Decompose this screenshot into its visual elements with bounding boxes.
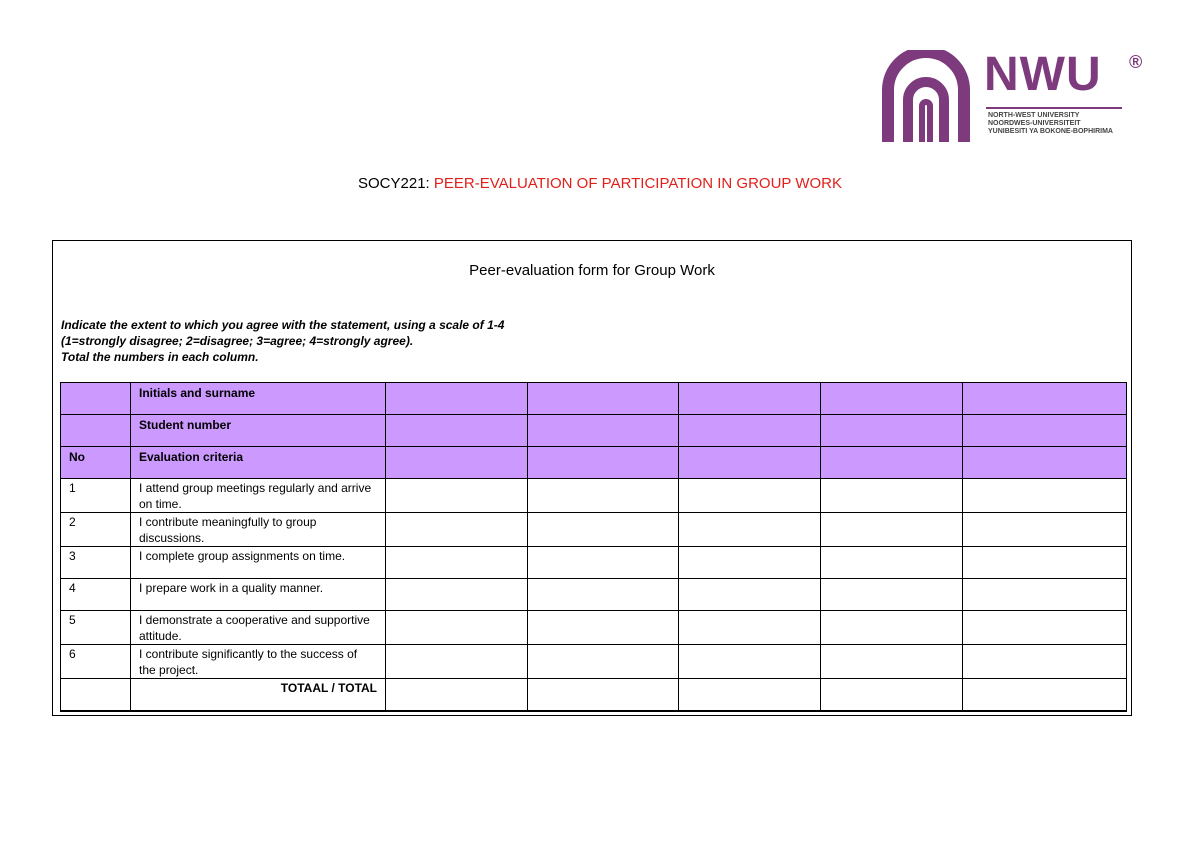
header-empty-cell [528,447,679,479]
criterion-number: 1 [61,479,131,513]
score-cell[interactable] [821,547,963,579]
score-cell[interactable] [386,645,528,679]
table-row [61,547,1127,579]
registered-mark: ® [1129,52,1143,72]
logo-subtitle-line: NORTH-WEST UNIVERSITY [988,112,1080,119]
document-title [0,175,1200,193]
peer-student-number-cell[interactable] [963,415,1127,447]
score-cell[interactable] [821,479,963,513]
header-empty-cell [963,447,1127,479]
logo-subtitle [988,112,1113,136]
score-cell[interactable] [386,479,528,513]
score-cell[interactable] [528,579,679,611]
logo-subtitle-line: NOORDWES-UNIVERSITEIT [988,120,1081,127]
score-cell[interactable] [963,645,1127,679]
document-heading: PEER-EVALUATION OF PARTICIPATION IN GROUP WORK [433,175,842,192]
form-title: Peer-evaluation form for Group Work [469,262,715,279]
score-cell[interactable] [528,479,679,513]
table-row [61,611,1127,645]
instruction-line: (1=strongly disagree; 2=disagree; 3=agree; 4=strongly agree). [61,334,414,348]
total-cell[interactable] [679,679,821,711]
score-cell[interactable] [679,579,821,611]
score-cell[interactable] [821,579,963,611]
criterion-number: 2 [61,513,131,547]
nwu-logo [878,48,1150,146]
table-row [61,479,1127,513]
header-no-cell [61,383,131,415]
criterion-text: I contribute meaningfully to group discussions. [131,513,386,547]
header-row-criteria [61,447,1127,479]
course-code: SOCY221: [358,175,434,192]
header-no-cell: No [61,447,131,479]
peer-initials-cell[interactable] [679,383,821,415]
peer-student-number-cell[interactable] [528,415,679,447]
peer-student-number-cell[interactable] [679,415,821,447]
table-row [61,579,1127,611]
nwu-emblem-icon [878,50,974,146]
score-cell[interactable] [528,611,679,645]
criterion-number: 6 [61,645,131,679]
total-cell[interactable] [386,679,528,711]
peer-student-number-cell[interactable] [821,415,963,447]
score-cell[interactable] [821,645,963,679]
header-empty-cell [821,447,963,479]
criterion-text: I prepare work in a quality manner. [131,579,386,611]
total-cell[interactable] [528,679,679,711]
criterion-text: I contribute significantly to the success of the project. [131,645,386,679]
total-empty-cell [61,679,131,711]
score-cell[interactable] [821,611,963,645]
criterion-number: 3 [61,547,131,579]
score-cell[interactable] [679,513,821,547]
score-cell[interactable] [386,547,528,579]
criterion-number: 4 [61,579,131,611]
criterion-text: I complete group assignments on time. [131,547,386,579]
score-cell[interactable] [386,611,528,645]
instruction-line: Total the numbers in each column. [61,350,259,364]
header-label-cell: Student number [131,415,386,447]
criterion-number: 5 [61,611,131,645]
score-cell[interactable] [528,513,679,547]
header-label-cell: Evaluation criteria [131,447,386,479]
total-row [61,679,1127,711]
score-cell[interactable] [386,513,528,547]
peer-student-number-cell[interactable] [386,415,528,447]
total-cell[interactable] [963,679,1127,711]
score-cell[interactable] [963,611,1127,645]
logo-rule [986,107,1122,109]
logo-subtitle-line: YUNIBESITI YA BOKONE-BOPHIRIMA [988,128,1113,135]
header-row-initials [61,383,1127,415]
peer-initials-cell[interactable] [528,383,679,415]
table-row [61,513,1127,547]
header-label-cell: Initials and surname [131,383,386,415]
score-cell[interactable] [963,579,1127,611]
instruction-line: Indicate the extent to which you agree with the statement, using a scale of 1-4 [61,318,505,332]
score-cell[interactable] [821,513,963,547]
header-empty-cell [386,447,528,479]
total-label: TOTAAL / TOTAL [131,679,386,711]
peer-initials-cell[interactable] [821,383,963,415]
criterion-text: I attend group meetings regularly and arrive on time. [131,479,386,513]
nwu-wordmark: NWU [984,48,1102,101]
form-frame [52,240,1132,716]
score-cell[interactable] [528,645,679,679]
score-cell[interactable] [963,547,1127,579]
score-cell[interactable] [386,579,528,611]
evaluation-table [60,382,1127,712]
score-cell[interactable] [679,611,821,645]
instructions [61,317,504,365]
score-cell[interactable] [963,479,1127,513]
score-cell[interactable] [679,547,821,579]
total-cell[interactable] [821,679,963,711]
peer-initials-cell[interactable] [963,383,1127,415]
header-row-student-number [61,415,1127,447]
score-cell[interactable] [679,645,821,679]
header-empty-cell [679,447,821,479]
score-cell[interactable] [679,479,821,513]
header-no-cell [61,415,131,447]
score-cell[interactable] [963,513,1127,547]
peer-initials-cell[interactable] [386,383,528,415]
score-cell[interactable] [528,547,679,579]
table-row [61,645,1127,679]
criterion-text: I demonstrate a cooperative and supportive attitude. [131,611,386,645]
